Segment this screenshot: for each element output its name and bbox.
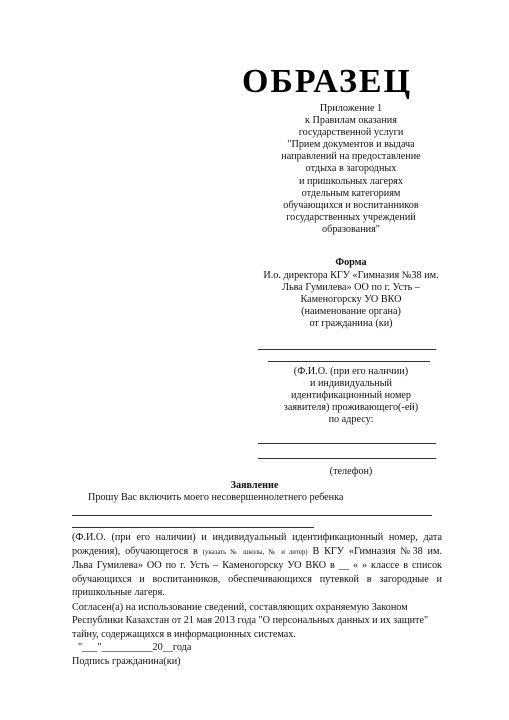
phone-caption: (телефон)	[329, 466, 373, 477]
body-line: Льва Гумилева» ОО по г. Усть – Каменогорску УО ВКО в __ « » классе в список	[72, 560, 442, 571]
addressee-block	[256, 270, 446, 330]
addressee-line: от гражданина (ки)	[309, 318, 393, 330]
appendix-line: к Правилам оказания	[305, 115, 397, 127]
addressee-line: Каменогорску УО ВКО	[300, 294, 402, 306]
addressee-line: (наименование органа)	[301, 306, 401, 318]
appendix-line: "Прием документов и выдача	[287, 139, 415, 151]
applicant-caption-line: заявителя) проживающего(-ей)	[283, 402, 419, 414]
fill-line-name-2	[268, 361, 430, 362]
addressee-line: Льва Гумилева» ОО по г. Усть –	[282, 282, 420, 294]
applicant-caption-line: (Ф.И.О. (при его наличии)	[293, 366, 409, 377]
body-text: рождения), обучающегося в	[72, 545, 198, 557]
applicant-caption-line: идентификационный номер	[290, 390, 412, 402]
applicant-caption	[256, 366, 446, 426]
appendix-line: и пришкольных лагерях	[299, 175, 403, 187]
fill-line-name	[258, 349, 436, 350]
appendix-line: отдельным категориям	[301, 187, 401, 199]
school-hint: (указать № школы, № и литер)	[202, 548, 308, 556]
appendix-line: обучающихся и воспитанников	[283, 199, 419, 211]
appendix-line: Приложение 1	[319, 103, 383, 114]
applicant-caption-line: и индивидуальный	[309, 378, 393, 390]
body-line	[72, 545, 442, 560]
appendix-line: государственных учреждений	[286, 211, 416, 223]
form-label: Форма	[335, 257, 367, 268]
appendix-line: отдыха в загородных	[305, 163, 397, 175]
body-line: обучающихся и воспитанников, обеспечивающихся путевкой в загородные и	[72, 573, 442, 585]
fill-line-child	[72, 515, 432, 516]
consent-line: тайну, содержащихся в информационных системах.	[72, 628, 296, 640]
applicant-caption-line: по адресу:	[328, 414, 374, 426]
appendix-line: направлений на предоставление	[281, 151, 421, 163]
fill-line-child-2	[72, 527, 314, 528]
fill-line-address	[258, 443, 436, 444]
statement-body	[72, 531, 442, 600]
body-line: пришкольные лагеря.	[72, 587, 165, 598]
consent-line: Республики Казахстан от 21 мая 2013 года "О персональных данных и их защите"	[72, 615, 429, 627]
consent-block	[72, 601, 428, 641]
fill-line-address-2	[258, 458, 436, 459]
sample-stamp: ОБРАЗЕЦ	[241, 63, 413, 100]
addressee-line: И.о. директора КГУ «Гимназия №38 им.	[263, 270, 439, 281]
request-text: Прошу Вас включить моего несовершеннолетнего ребенка	[88, 492, 344, 503]
appendix-block	[256, 103, 446, 236]
signature-line: Подпись гражданина(ки)	[72, 656, 181, 667]
statement-title: Заявление	[230, 480, 279, 491]
appendix-line: образования"	[322, 223, 380, 235]
date-line: "___"__________20__года	[78, 642, 192, 653]
appendix-line: государственной услуги	[298, 127, 404, 139]
consent-line: Согласен(а) на использование сведений, составляющих охраняемую Законом	[72, 602, 408, 613]
body-text: В КГУ «Гимназия №38 им.	[312, 545, 442, 557]
body-line: (Ф.И.О. (при его наличии) и индивидуальный идентификационный номер, дата	[72, 532, 442, 543]
